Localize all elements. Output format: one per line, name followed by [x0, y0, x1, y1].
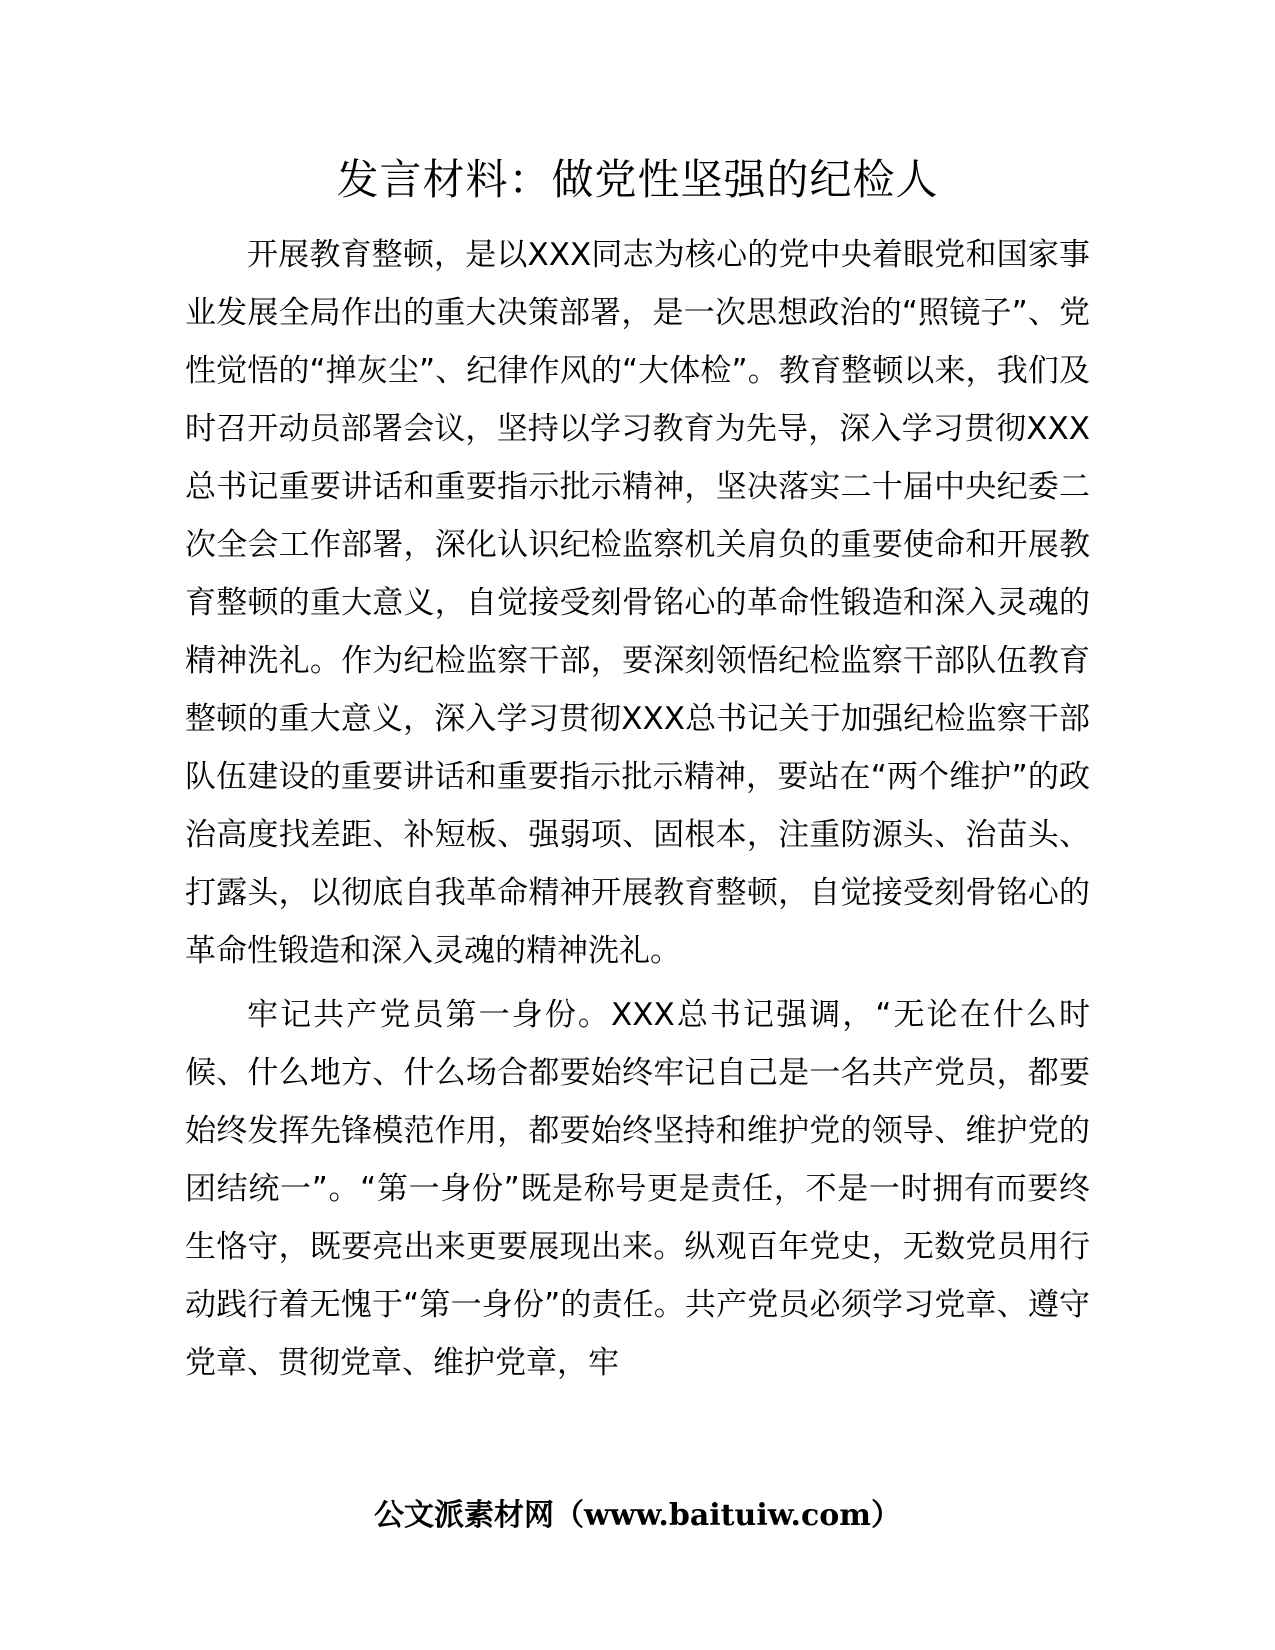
paragraph-2: 牢记共产党员第一身份。XXX总书记强调，“无论在什么时候、什么地方、什么场合都要始终牢记自己是一名共产党员，都要始终发挥先锋模范作用，都要始终坚持和维护党的领导、维护党的团结统一”。“第一身份”既是称号更是责任，不是一时拥有而要终生恪守，既要亮出来更要展现出来。纵观百年党史，无数党员用行动践行着无愧于“第一身份”的责任。共产党员必须学习党章、遵守党章、贯彻党章、维护党章，牢 [185, 997, 1090, 1381]
footer-watermark: 公文派素材网（www.baituiw.com） [373, 1498, 902, 1533]
paragraph-1: 开展教育整顿，是以XXX同志为核心的党中央着眼党和国家事业发展全局作出的重大决策部署，是一次思想政治的“照镜子”、党性觉悟的“掸灰尘”、纪律作风的“大体检”。教育整顿以来，我们及时召开动员部署会议，坚持以学习教育为先导，深入学习贯彻XXX总书记重要讲话和重要指示批示精神，坚决落实二十届中央纪委二次全会工作部署，深化认识纪检监察机关肩负的重要使命和开展教育整顿的重大意义，自觉接受刻骨铭心的革命性锻造和深入灵魂的精神洗礼。作为纪检监察干部，要深刻领悟纪检监察干部队伍教育整顿的重大意义，深入学习贯彻XXX总书记关于加强纪检监察干部队伍建设的重要讲话和重要指示批示精神，要站在“两个维护”的政治高度找差距、补短板、强弱项、固根本，注重防源头、治苗头、打露头，以彻底自我革命精神开展教育整顿，自觉接受刻骨铭心的革命性锻造和深入灵魂的精神洗礼。 [185, 237, 1090, 969]
page-title: 发言材料：做党性坚强的纪检人 [336, 155, 939, 204]
document-body [185, 226, 1090, 1392]
